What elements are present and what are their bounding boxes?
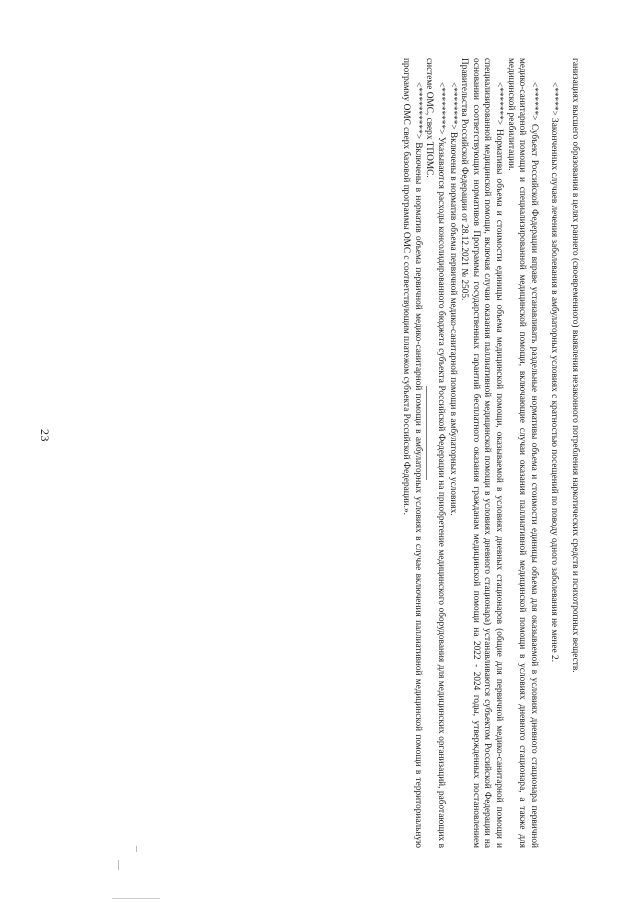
footnote-6: <******> Субъект Российской Федерации вправе устанавливать раздельные нормативы объема и стоимости единицы объема для оказываемой в условиях дневного стационара первичной медико-санитарной помощи и специализированной медицинской помощи, включающие случаи оказания паллиативной медицинской помощи в условиях дневного стационара, а также для медицинской реабилитации. [505,58,539,848]
footnote-9: <*********> Указываются расходы консолидированного бюджета субъекта Российской Федерации на приобретение медицинского оборудования для медицинских организаций, работающих в системе ОМС, сверх ТПОМС. [424,58,447,848]
scan-artifact [112,898,160,899]
scan-artifact [136,846,137,852]
closing-rule [426,386,427,480]
footnotes-block [310,58,580,848]
page-number: 23 [38,429,52,442]
scan-artifact [118,860,119,870]
footnote-7: <*******> Нормативы объема и стоимости единицы объема медицинской помощи, оказываемой в условиях дневных стационаров (общие для первичной медико-санитарной помощи и специализированной медицинской помощи, включая случаи оказания паллиативной медицинской помощи в условиях дневного стационара) устанавливаются субъектом Российской Федерации на основании соответствующих нормативов Программы государственных гарантий бесплатного оказания гражданам медицинской помощи на 2022 - 2024 годы, утвержденных постановлением Правительства Российской Федерации от 28.12.2021 № 2505. [459,58,505,848]
footnote-8: <********> Включены в норматив объема первичной медико-санитарной помощи в амбулаторных условиях. [447,82,458,516]
footnote-5: <*****> Законченных случаев лечения заболевания в амбулаторных условиях с кратностью посещений по поводу одного заболевания не менее 2. [549,82,560,663]
footnote-10: <**********> Включены в норматив объема первичной медико-санитарной помощи в амбулаторных условиях в случае включения паллиативной медицинской помощи в территориальную программу ОМС сверх базовой программы ОМС с соответствующим платежом субъекта Российской Федерации.». [401,58,423,848]
footnote-continuation: ганизациях высшего образования в целях раннего (своевременного) выявления незаконного потребления наркотических средств и психотропных веществ. [570,58,580,673]
